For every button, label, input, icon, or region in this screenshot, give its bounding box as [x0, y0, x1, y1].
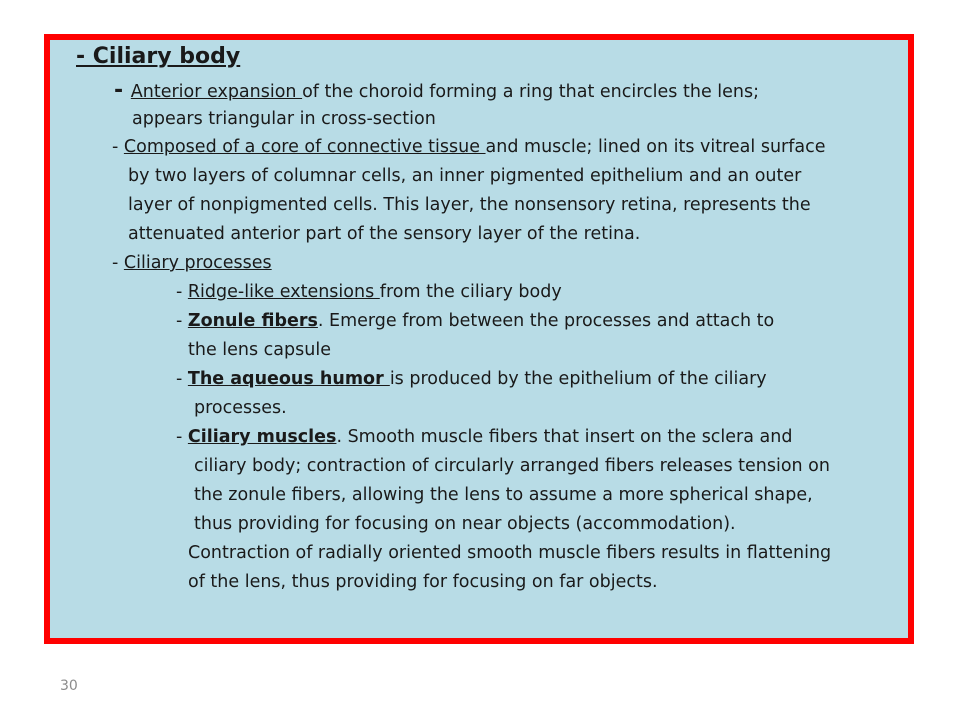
- term-ridge-like-extensions: Ridge-like extensions: [187, 282, 380, 302]
- bullet-dash: -: [114, 78, 131, 103]
- text-line-2: appears triangular in cross-section: [132, 109, 436, 129]
- text-line-13: [176, 427, 792, 447]
- bullet-dash: -: [176, 311, 188, 331]
- slide-title: - Ciliary body: [76, 44, 241, 69]
- term-aqueous-humor: The aqueous humor: [187, 369, 390, 389]
- text-line-10: the lens capsule: [188, 340, 331, 360]
- bullet-dash: -: [176, 282, 188, 302]
- text-segment: of the choroid forming a ring that encircles the lens;: [302, 82, 760, 102]
- text-line-8: [176, 282, 562, 302]
- term-ciliary-muscles: Ciliary muscles: [187, 427, 337, 447]
- text-line-5: layer of nonpigmented cells. This layer, the nonsensory retina, represents the: [128, 195, 811, 215]
- text-line-3: [112, 137, 826, 157]
- text-line-18: of the lens, thus providing for focusing on far objects.: [188, 572, 658, 592]
- text-segment: . Smooth muscle fibers that insert on the sclera and: [336, 427, 793, 447]
- text-segment: . Emerge from between the processes and attach to: [317, 311, 775, 331]
- content-box: [44, 34, 914, 644]
- text-segment: and muscle; lined on its vitreal surface: [485, 137, 826, 157]
- text-line-4: by two layers of columnar cells, an inner pigmented epithelium and an outer: [128, 166, 802, 186]
- term-ciliary-processes: Ciliary processes: [123, 253, 272, 273]
- bullet-dash: -: [176, 369, 188, 389]
- bullet-dash: -: [112, 137, 124, 157]
- text-line-12: processes.: [194, 398, 287, 418]
- bullet-dash: -: [176, 427, 188, 447]
- text-segment: is produced by the epithelium of the ciliary: [389, 369, 767, 389]
- text-segment: from the ciliary body: [379, 282, 562, 302]
- term-zonule-fibers: Zonule fibers: [187, 311, 318, 331]
- term-connective-tissue: Composed of a core of connective tissue: [123, 137, 486, 157]
- text-line-6: attenuated anterior part of the sensory layer of the retina.: [128, 224, 641, 244]
- text-line-7: [112, 253, 272, 273]
- text-line-14: ciliary body; contraction of circularly arranged fibers releases tension on: [194, 456, 830, 476]
- bullet-dash: -: [112, 253, 124, 273]
- text-line-15: the zonule fibers, allowing the lens to assume a more spherical shape,: [194, 485, 813, 505]
- text-line-9: [176, 311, 774, 331]
- text-line-1: [114, 78, 759, 103]
- text-line-17: Contraction of radially oriented smooth muscle fibers results in flattening: [188, 543, 832, 563]
- text-line-11: [176, 369, 767, 389]
- text-line-16: thus providing for focusing on near objects (accommodation).: [194, 514, 736, 534]
- term-anterior-expansion: Anterior expansion: [130, 82, 303, 102]
- page-number: 30: [60, 678, 78, 694]
